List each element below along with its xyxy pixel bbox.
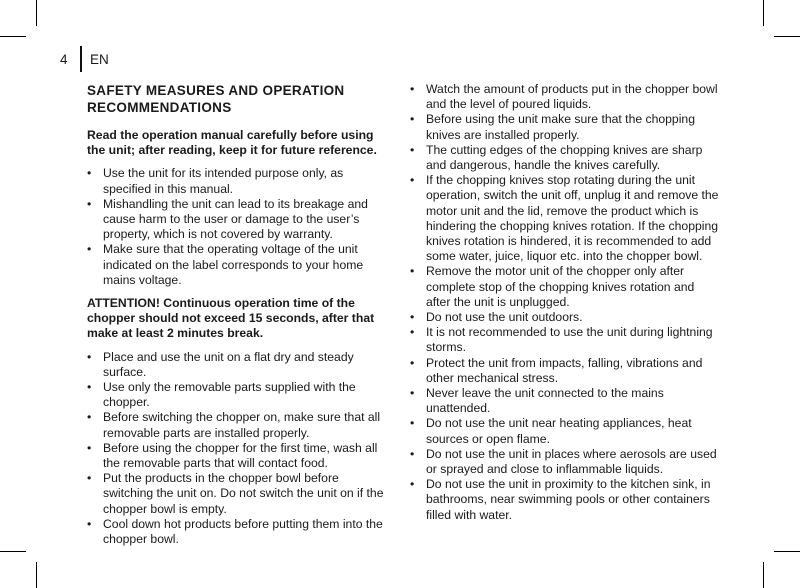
list-item: • The cutting edges of the chopping knives are sharp and dangerous, handle the knives carefully.	[410, 143, 720, 173]
crop-mark	[763, 0, 764, 26]
left-column	[87, 82, 387, 555]
list-item: • Cool down hot products before putting them into the chopper bowl.	[87, 517, 387, 547]
list-item: • Watch the amount of products put in the chopper bowl and the level of poured liquids.	[410, 82, 720, 112]
list-item: • Before using the chopper for the first time, wash all the removable parts that will contact food.	[87, 441, 387, 471]
list-item: • Before switching the chopper on, make sure that all removable parts are installed properly.	[87, 410, 387, 440]
crop-mark	[774, 551, 800, 552]
list-item: • Place and use the unit on a flat dry and steady surface.	[87, 350, 387, 380]
safety-list-1	[87, 166, 387, 288]
list-item: • If the chopping knives stop rotating during the unit operation, switch the unit off, unplug it and remove the motor unit and the lid, remove the product which is hindering the chopping knives rotation. If the chopping knives rotation is hindered, it is recommended to add some water, juice, liquor etc. into the chopper bowl.	[410, 173, 720, 264]
list-item: • Remove the motor unit of the chopper only after complete stop of the chopping knives rotation and after the unit is unplugged.	[410, 264, 720, 310]
crop-mark	[774, 36, 800, 37]
safety-list-2	[87, 350, 387, 548]
crop-mark	[36, 562, 37, 588]
page-number: 4	[60, 51, 68, 67]
list-item: • Do not use the unit in proximity to the kitchen sink, in bathrooms, near swimming pools or other containers filled with water.	[410, 477, 720, 523]
list-item: • Do not use the unit outdoors.	[410, 310, 720, 325]
list-item: • Protect the unit from impacts, falling, vibrations and other mechanical stress.	[410, 356, 720, 386]
crop-mark	[0, 551, 26, 552]
list-item: • Use only the removable parts supplied with the chopper.	[87, 380, 387, 410]
list-item: • Put the products in the chopper bowl before switching the unit on. Do not switch the unit on if the chopper bowl is empty.	[87, 471, 387, 517]
section-title: SAFETY MEASURES AND OPERATION RECOMMENDATIONS	[87, 83, 345, 115]
list-item: • Do not use the unit in places where aerosols are used or sprayed and close to inflammable liquids.	[410, 447, 720, 477]
language-label: EN	[90, 51, 109, 67]
right-column	[410, 82, 720, 531]
crop-mark	[36, 0, 37, 26]
header-separator	[80, 46, 82, 72]
list-item: • It is not recommended to use the unit during lightning storms.	[410, 325, 720, 355]
list-item: • Use the unit for its intended purpose only, as specified in this manual.	[87, 166, 387, 196]
page-header	[60, 46, 109, 72]
crop-mark	[0, 36, 26, 37]
intro-note: Read the operation manual carefully before using the unit; after reading, keep it for future reference.	[87, 128, 377, 158]
attention-note: ATTENTION! Continuous operation time of the chopper should not exceed 15 seconds, after that make at least 2 minutes break.	[87, 296, 375, 341]
list-item: • Never leave the unit connected to the mains unattended.	[410, 386, 720, 416]
list-item: • Before using the unit make sure that the chopping knives are installed properly.	[410, 112, 720, 142]
safety-list-3	[410, 82, 720, 523]
list-item: • Do not use the unit near heating appliances, heat sources or open flame.	[410, 416, 720, 446]
list-item: • Mishandling the unit can lead to its breakage and cause harm to the user or damage to the user’s property, which is not covered by warranty.	[87, 197, 387, 243]
list-item: • Make sure that the operating voltage of the unit indicated on the label corresponds to your home mains voltage.	[87, 242, 387, 288]
crop-mark	[763, 562, 764, 588]
